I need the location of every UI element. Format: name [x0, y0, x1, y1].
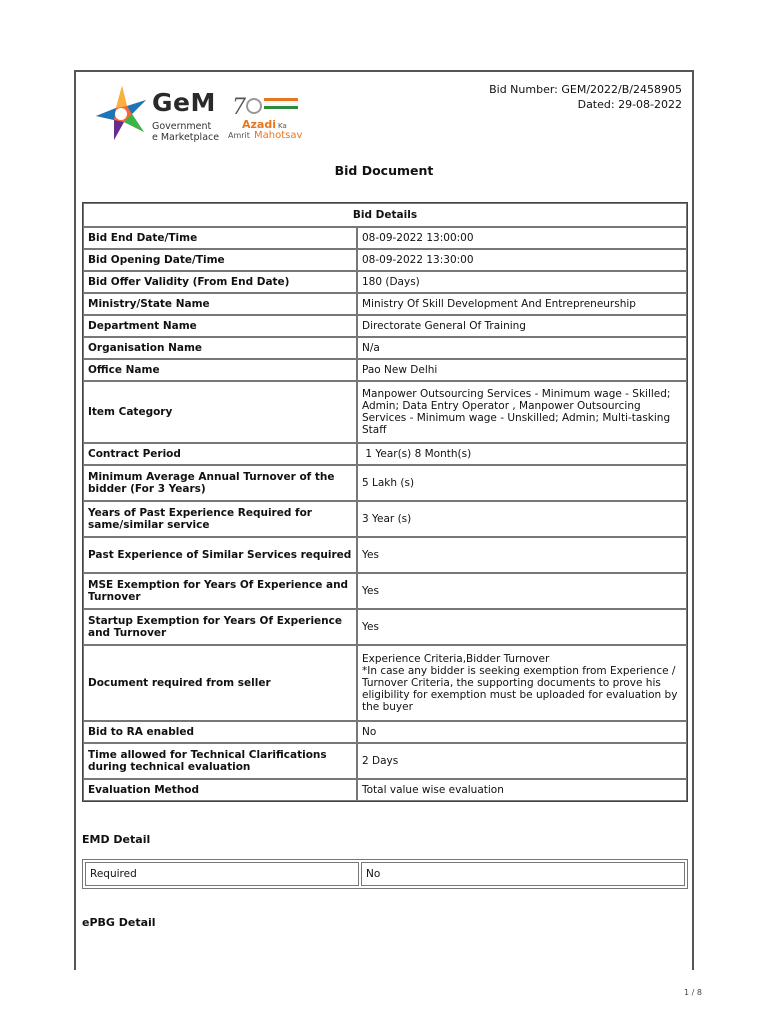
row-value: Yes [357, 609, 687, 645]
row-value: Total value wise evaluation [357, 779, 687, 801]
row-value: Directorate General Of Training [357, 315, 687, 337]
row-value: Yes [357, 537, 687, 573]
row-value: Pao New Delhi [357, 359, 687, 381]
row-value: 3 Year (s) [357, 501, 687, 537]
gem-logo-text: GeM [152, 88, 216, 117]
row-label: Bid Offer Validity (From End Date) [83, 271, 357, 293]
exemption-note: *In case any bidder is seeking exemption from Experience / Turnover Criteria, the supporting documents to prove his eligibility for exemption must be uploaded for evaluation by the buyer [362, 665, 678, 713]
row-value: 08-09-2022 13:30:00 [357, 249, 687, 271]
table-row [83, 645, 687, 721]
row-label: Bid Opening Date/Time [83, 249, 357, 271]
table-row [85, 862, 685, 886]
row-label: Bid to RA enabled [83, 721, 357, 743]
row-label: Office Name [83, 359, 357, 381]
table-row [83, 359, 687, 381]
row-label: Department Name [83, 315, 357, 337]
row-label: Startup Exemption for Years Of Experience and Turnover [83, 609, 357, 645]
badge-word-azadi: Azadi [242, 118, 276, 131]
table-row [83, 293, 687, 315]
row-label: Minimum Average Annual Turnover of the bidder (For 3 Years) [83, 465, 357, 501]
badge-word-ka: Ka [278, 122, 287, 130]
row-label: Document required from seller [83, 645, 357, 721]
badge-word-amrit: Amrit [228, 131, 250, 140]
table-row [83, 609, 687, 645]
bid-details-table [82, 202, 688, 802]
azadi-ka-amrit-mahotsav-logo [226, 90, 322, 146]
row-label: MSE Exemption for Years Of Experience and Turnover [83, 573, 357, 609]
table-row [83, 227, 687, 249]
table-row [83, 721, 687, 743]
table-row [83, 315, 687, 337]
table-row [83, 537, 687, 573]
row-label: Contract Period [83, 443, 357, 465]
row-value: N/a [357, 337, 687, 359]
table-row [83, 779, 687, 801]
emd-required-label: Required [85, 862, 359, 886]
document-criteria: Experience Criteria,Bidder Turnover [362, 653, 550, 665]
gem-logo [94, 82, 324, 152]
table-row [83, 271, 687, 293]
table-header-row [83, 203, 687, 227]
bid-number: Bid Number: GEM/2022/B/2458905 [489, 83, 682, 96]
table-row [83, 249, 687, 271]
row-label: Bid End Date/Time [83, 227, 357, 249]
row-value: Manpower Outsourcing Services - Minimum wage - Skilled; Admin; Data Entry Operator , Manpower Outsourcing Services - Minimum wage - Unskilled; Admin; Multi-tasking Staff [357, 381, 687, 443]
bid-details-heading: Bid Details [83, 203, 687, 227]
table-row [83, 573, 687, 609]
row-label: Years of Past Experience Required for same/similar service [83, 501, 357, 537]
row-label: Item Category [83, 381, 357, 443]
emd-detail-table [82, 859, 688, 889]
gem-logo-subtitle-2: e Marketplace [152, 132, 220, 143]
row-label: Organisation Name [83, 337, 357, 359]
row-value [357, 645, 687, 721]
row-value: 1 Year(s) 8 Month(s) [357, 443, 687, 465]
bid-document-page [74, 70, 694, 970]
table-row [83, 465, 687, 501]
table-row [83, 743, 687, 779]
row-value: 180 (Days) [357, 271, 687, 293]
table-row [83, 501, 687, 537]
row-value: 08-09-2022 13:00:00 [357, 227, 687, 249]
table-row [83, 381, 687, 443]
emd-required-value: No [361, 862, 685, 886]
row-label: Ministry/State Name [83, 293, 357, 315]
epbg-detail-heading: ePBG Detail [82, 916, 156, 929]
bid-date: Dated: 29-08-2022 [577, 98, 682, 111]
page-title: Bid Document [334, 163, 434, 178]
row-label: Past Experience of Similar Services required [83, 537, 357, 573]
row-value: 5 Lakh (s) [357, 465, 687, 501]
emd-detail-heading: EMD Detail [82, 833, 151, 846]
gem-star-icon [94, 84, 150, 142]
row-value: No [357, 721, 687, 743]
row-label: Time allowed for Technical Clarifications during technical evaluation [83, 743, 357, 779]
table-row [83, 337, 687, 359]
badge-word-mahotsav: Mahotsav [254, 130, 303, 141]
table-row [83, 443, 687, 465]
row-label: Evaluation Method [83, 779, 357, 801]
row-value: 2 Days [357, 743, 687, 779]
row-value: Yes [357, 573, 687, 609]
page-number: 1 / 8 [684, 988, 702, 997]
bid-meta [489, 82, 682, 112]
row-value: Ministry Of Skill Development And Entrepreneurship [357, 293, 687, 315]
svg-text:7: 7 [232, 95, 246, 120]
gem-logo-subtitle-1: Government [152, 121, 212, 132]
